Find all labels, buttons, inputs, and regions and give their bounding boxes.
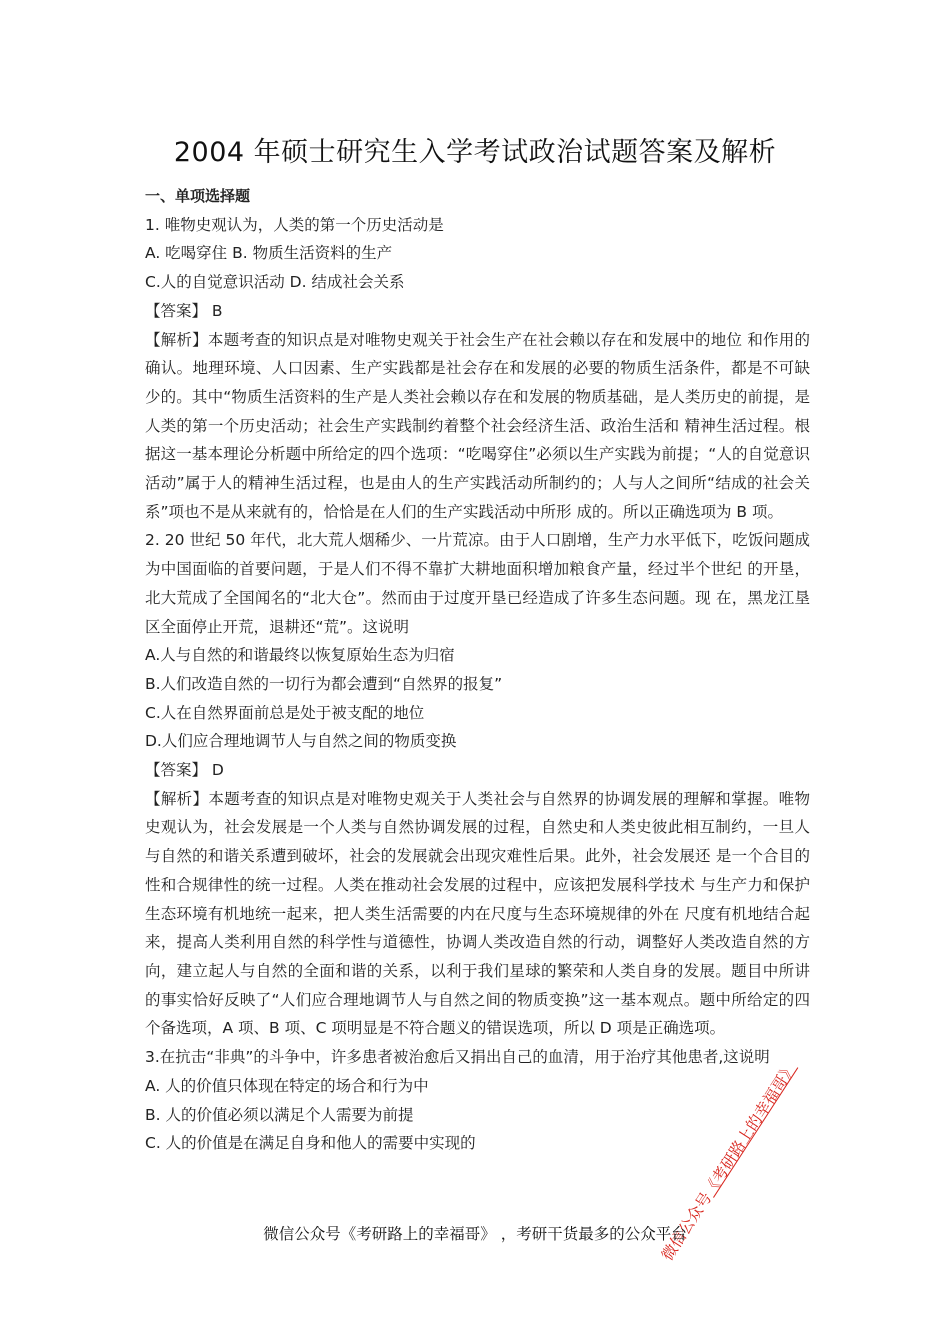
question-2-option-b: B.人们改造自然的一切行为都会遭到“自然界的报复”: [145, 674, 503, 693]
question-2-option-c: C.人在自然界面前总是处于被支配的地位: [145, 703, 425, 722]
page-title: 2004 年硕士研究生入学考试政治试题答案及解析: [173, 137, 777, 168]
question-3-option-c: C. 人的价值是在满足自身和他人的需要中实现的: [145, 1134, 476, 1153]
question-3-option-a: A. 人的价值只体现在特定的场合和行为中: [145, 1076, 429, 1095]
document-body: [145, 182, 810, 1158]
question-2-option-d: D.人们应合理地调节人与自然之间的物质变换: [145, 732, 457, 751]
watermark-prefix: 微信公众号: [658, 1189, 716, 1264]
section-heading: 一、单项选择题: [145, 187, 251, 205]
watermark-main: 《考研路上的幸福哥》: [700, 1059, 800, 1199]
page-footer: 微信公众号《考研路上的幸福哥》 ，考研干货最多的公众平台: [263, 1225, 687, 1243]
question-1-option-line: C.人的自觉意识活动 D. 结成社会关系: [145, 273, 405, 292]
question-2-option-a: A.人与自然的和谐最终以恢复原始生态为归宿: [145, 646, 455, 665]
question-2-stem: 2. 20 世纪 50 年代，北大荒人烟稀少、一片荒凉。由于人口剧增，生产力水平低下，吃饭问题成为中国面临的首要问题，于是人们不得不靠扩大耕地面积增加粮食产量，经过半个世纪 的开垦，北大荒成了全国闻名的“北大仓”。然而由于过度开垦已经造成了许多生态问题。现 在，黑龙江垦区全面停止开荒，退耕还“荒”。这说明: [145, 531, 810, 636]
question-1-option-line: A. 吃喝穿住 B. 物质生活资料的生产: [145, 244, 393, 263]
question-1-analysis: 【解析】本题考查的知识点是对唯物史观关于社会生产在社会赖以存在和发展中的地位 和作用的确认。地理环境、人口因素、生产实践都是社会存在和发展的必要的物质生活条件，都是不可缺少的。其中“物质生活资料的生产是人类社会赖以存在和发展的物质基础，是人类历史的前提，是人类的第一个历史活动；社会生产实践制约着整个社会经济生活、政治生活和 精神生活过程。根据这一基本理论分析题中所给定的四个选项：“吃喝穿住”必须以生产实践为前提；“人的自觉意识活动”属于人的精神生活过程，也是由人的生产实践活动所制约的；人与人之间所“结成的社会关系”项也不是从来就有的，恰恰是在人们的生产实践活动中所形 成的。所以正确选项为 B 项。: [145, 330, 810, 521]
question-2-analysis: 【解析】本题考查的知识点是对唯物史观关于人类社会与自然界的协调发展的理解和掌握。唯物史观认为，社会发展是一个人类与自然协调发展的过程，自然史和人类史彼此相互制约，一旦人与自然的和谐关系遭到破坏，社会的发展就会出现灾难性后果。此外，社会发展还 是一个合目的性和合规律性的统一过程。人类在推动社会发展的过程中，应该把发展科学技术 与生产力和保护生态环境有机地统一起来，把人类生活需要的内在尺度与生态环境规律的外在 尺度有机地结合起来，提高人类利用自然的科学性与道德性，协调人类改造自然的行动，调整好人类改造自然的方向，建立起人与自然的全面和谐的关系，以利于我们星球的繁荣和人类自身的发展。题目中所讲的事实恰好反映了“人们应合理地调节人与自然之间的物质变换”这一基本观点。题中所给定的四个备选项，A 项、B 项、C 项明显是不符合题义的错误选项，所以 D 项是正确选项。: [145, 789, 810, 1038]
question-1-stem: 1. 唯物史观认为，人类的第一个历史活动是: [145, 215, 444, 234]
question-2-answer: 【答案】 D: [145, 761, 224, 780]
question-3-stem: 3.在抗击“非典”的斗争中，许多患者被治愈后又捐出自己的血清，用于治疗其他患者,这说明: [145, 1048, 770, 1067]
question-3-option-b: B. 人的价值必须以满足个人需要为前提: [145, 1105, 414, 1124]
question-1-answer: 【答案】 B: [145, 301, 223, 320]
